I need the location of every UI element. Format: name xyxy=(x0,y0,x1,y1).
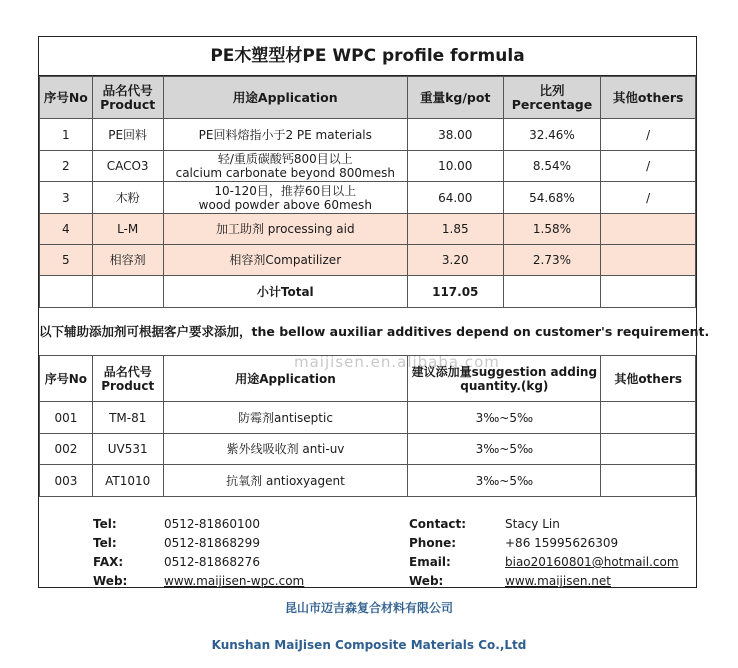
contact-name: Stacy Lin xyxy=(505,517,560,531)
table-row xyxy=(40,434,696,465)
row-percentage: 1.58% xyxy=(503,214,601,245)
header-pct-cn: 比列 xyxy=(539,82,565,98)
header-no: 序号No xyxy=(40,77,93,119)
table-row xyxy=(40,402,696,434)
formula-table xyxy=(39,76,696,308)
email-link[interactable]: biao20160801@hotmail.com xyxy=(505,555,679,569)
email-label: Email: xyxy=(409,555,451,569)
add-row-application: 紫外线吸收剂 anti-uv xyxy=(163,434,408,465)
add-row-no: 002 xyxy=(40,434,93,465)
total-row xyxy=(40,276,696,308)
add-row-product: AT1010 xyxy=(92,465,163,497)
total-empty xyxy=(40,276,93,308)
total-empty xyxy=(601,276,696,308)
row-application-cn: 10-120目，推荐60目以上 xyxy=(214,183,357,198)
add-row-quantity: 3‰~5‰ xyxy=(408,434,601,465)
row-percentage: 32.46% xyxy=(503,119,601,151)
total-empty xyxy=(503,276,601,308)
row-application: 相容剂Compatilizer xyxy=(163,245,407,276)
header-product-en: Product xyxy=(100,96,156,112)
add-row-others xyxy=(601,434,696,465)
fax-label: FAX: xyxy=(93,555,124,569)
header-pct-en: Percentage xyxy=(511,96,593,112)
add-header-product-en: Product xyxy=(101,378,155,393)
company-name-cn: 昆山市迈吉森复合材料有限公司 xyxy=(284,601,453,615)
add-row-quantity: 3‰~5‰ xyxy=(408,402,601,434)
web2-link[interactable]: www.maijisen.net xyxy=(505,574,611,588)
formula-header-row xyxy=(40,77,696,119)
fax-value: 0512-81868276 xyxy=(164,555,260,569)
row-weight: 38.00 xyxy=(407,119,503,151)
add-row-quantity: 3‰~5‰ xyxy=(408,465,601,497)
total-label: 小计Total xyxy=(163,276,407,308)
web-link[interactable]: www.maijisen-wpc.com xyxy=(164,574,305,588)
row-others: / xyxy=(601,151,696,182)
add-header-application: 用途Application xyxy=(163,356,408,402)
additives-notice: 以下辅助添加剂可根据客户要求添加，the bellow auxiliar additives depend on customer's requirement. xyxy=(39,324,710,339)
additives-header-row xyxy=(40,356,696,402)
sheet-title: PE木塑型材PE WPC profile formula xyxy=(39,37,696,76)
total-empty xyxy=(92,276,163,308)
add-row-product: UV531 xyxy=(92,434,163,465)
row-others xyxy=(601,214,696,245)
add-header-suggest-l2: quantity.(kg) xyxy=(460,378,549,393)
row-no: 3 xyxy=(40,182,93,214)
row-weight: 1.85 xyxy=(407,214,503,245)
row-others: / xyxy=(601,182,696,214)
add-row-others xyxy=(601,402,696,434)
row-product: L-M xyxy=(92,214,163,245)
header-others: 其他others xyxy=(601,77,696,119)
row-product: 相容剂 xyxy=(92,245,163,276)
row-weight: 10.00 xyxy=(407,151,503,182)
add-header-suggestion xyxy=(408,356,601,402)
row-product: CACO3 xyxy=(92,151,163,182)
add-header-no: 序号No xyxy=(40,356,93,402)
row-application: 加工助剂 processing aid xyxy=(163,214,407,245)
table-row xyxy=(40,182,696,214)
row-no: 4 xyxy=(40,214,93,245)
contact-block xyxy=(39,497,696,587)
header-application: 用途Application xyxy=(163,77,407,119)
add-header-others: 其他others xyxy=(601,356,696,402)
add-row-others xyxy=(601,465,696,497)
row-percentage: 2.73% xyxy=(503,245,601,276)
row-percentage: 8.54% xyxy=(503,151,601,182)
table-row-highlighted xyxy=(40,214,696,245)
total-value: 117.05 xyxy=(407,276,503,308)
add-row-application: 防霉剂antiseptic xyxy=(163,402,408,434)
row-weight: 64.00 xyxy=(407,182,503,214)
row-no: 1 xyxy=(40,119,93,151)
row-application xyxy=(163,151,407,182)
table-row xyxy=(40,151,696,182)
row-application xyxy=(163,182,407,214)
table-row xyxy=(40,465,696,497)
tel2-value: 0512-81868299 xyxy=(164,536,260,550)
row-application: PE回料熔指小于2 PE materials xyxy=(163,119,407,151)
row-application-en: calcium carbonate beyond 800mesh xyxy=(175,166,395,180)
row-no: 5 xyxy=(40,245,93,276)
tel2-label: Tel: xyxy=(93,536,117,550)
row-others xyxy=(601,245,696,276)
row-no: 2 xyxy=(40,151,93,182)
watermark: maijisen.en.alibaba.com xyxy=(294,353,500,371)
formula-sheet xyxy=(38,36,710,588)
row-percentage: 54.68% xyxy=(503,182,601,214)
phone-value: +86 15995626309 xyxy=(505,536,619,550)
table-row xyxy=(40,119,696,151)
add-row-no: 001 xyxy=(40,402,93,434)
additives-table xyxy=(39,355,696,497)
phone-label: Phone: xyxy=(409,536,457,550)
row-others: / xyxy=(601,119,696,151)
header-weight: 重量kg/pot xyxy=(407,77,503,119)
row-application-cn: 轻/重质碳酸钙800目以上 xyxy=(217,152,353,166)
add-row-product: TM-81 xyxy=(92,402,163,434)
contact-label: Contact: xyxy=(409,517,467,531)
tel-value: 0512-81860100 xyxy=(164,517,260,531)
add-header-product xyxy=(92,356,163,402)
header-product xyxy=(92,77,163,119)
web2-label: Web: xyxy=(409,574,444,588)
add-header-suggest-l1: 建议添加量suggestion adding xyxy=(411,364,598,379)
row-product: 木粉 xyxy=(92,182,163,214)
add-row-application: 抗氧剂 antioxyagent xyxy=(163,465,408,497)
table-row-highlighted xyxy=(40,245,696,276)
add-row-no: 003 xyxy=(40,465,93,497)
row-product: PE回料 xyxy=(92,119,163,151)
tel-label: Tel: xyxy=(93,517,117,531)
header-percentage xyxy=(503,77,601,119)
add-header-product-cn: 品名代号 xyxy=(103,364,152,379)
header-product-cn: 品名代号 xyxy=(102,82,153,98)
web-label: Web: xyxy=(93,574,128,588)
row-weight: 3.20 xyxy=(407,245,503,276)
row-application-en: wood powder above 60mesh xyxy=(198,197,372,212)
company-name-en: Kunshan MaiJisen Composite Materials Co.,Ltd xyxy=(211,638,527,652)
